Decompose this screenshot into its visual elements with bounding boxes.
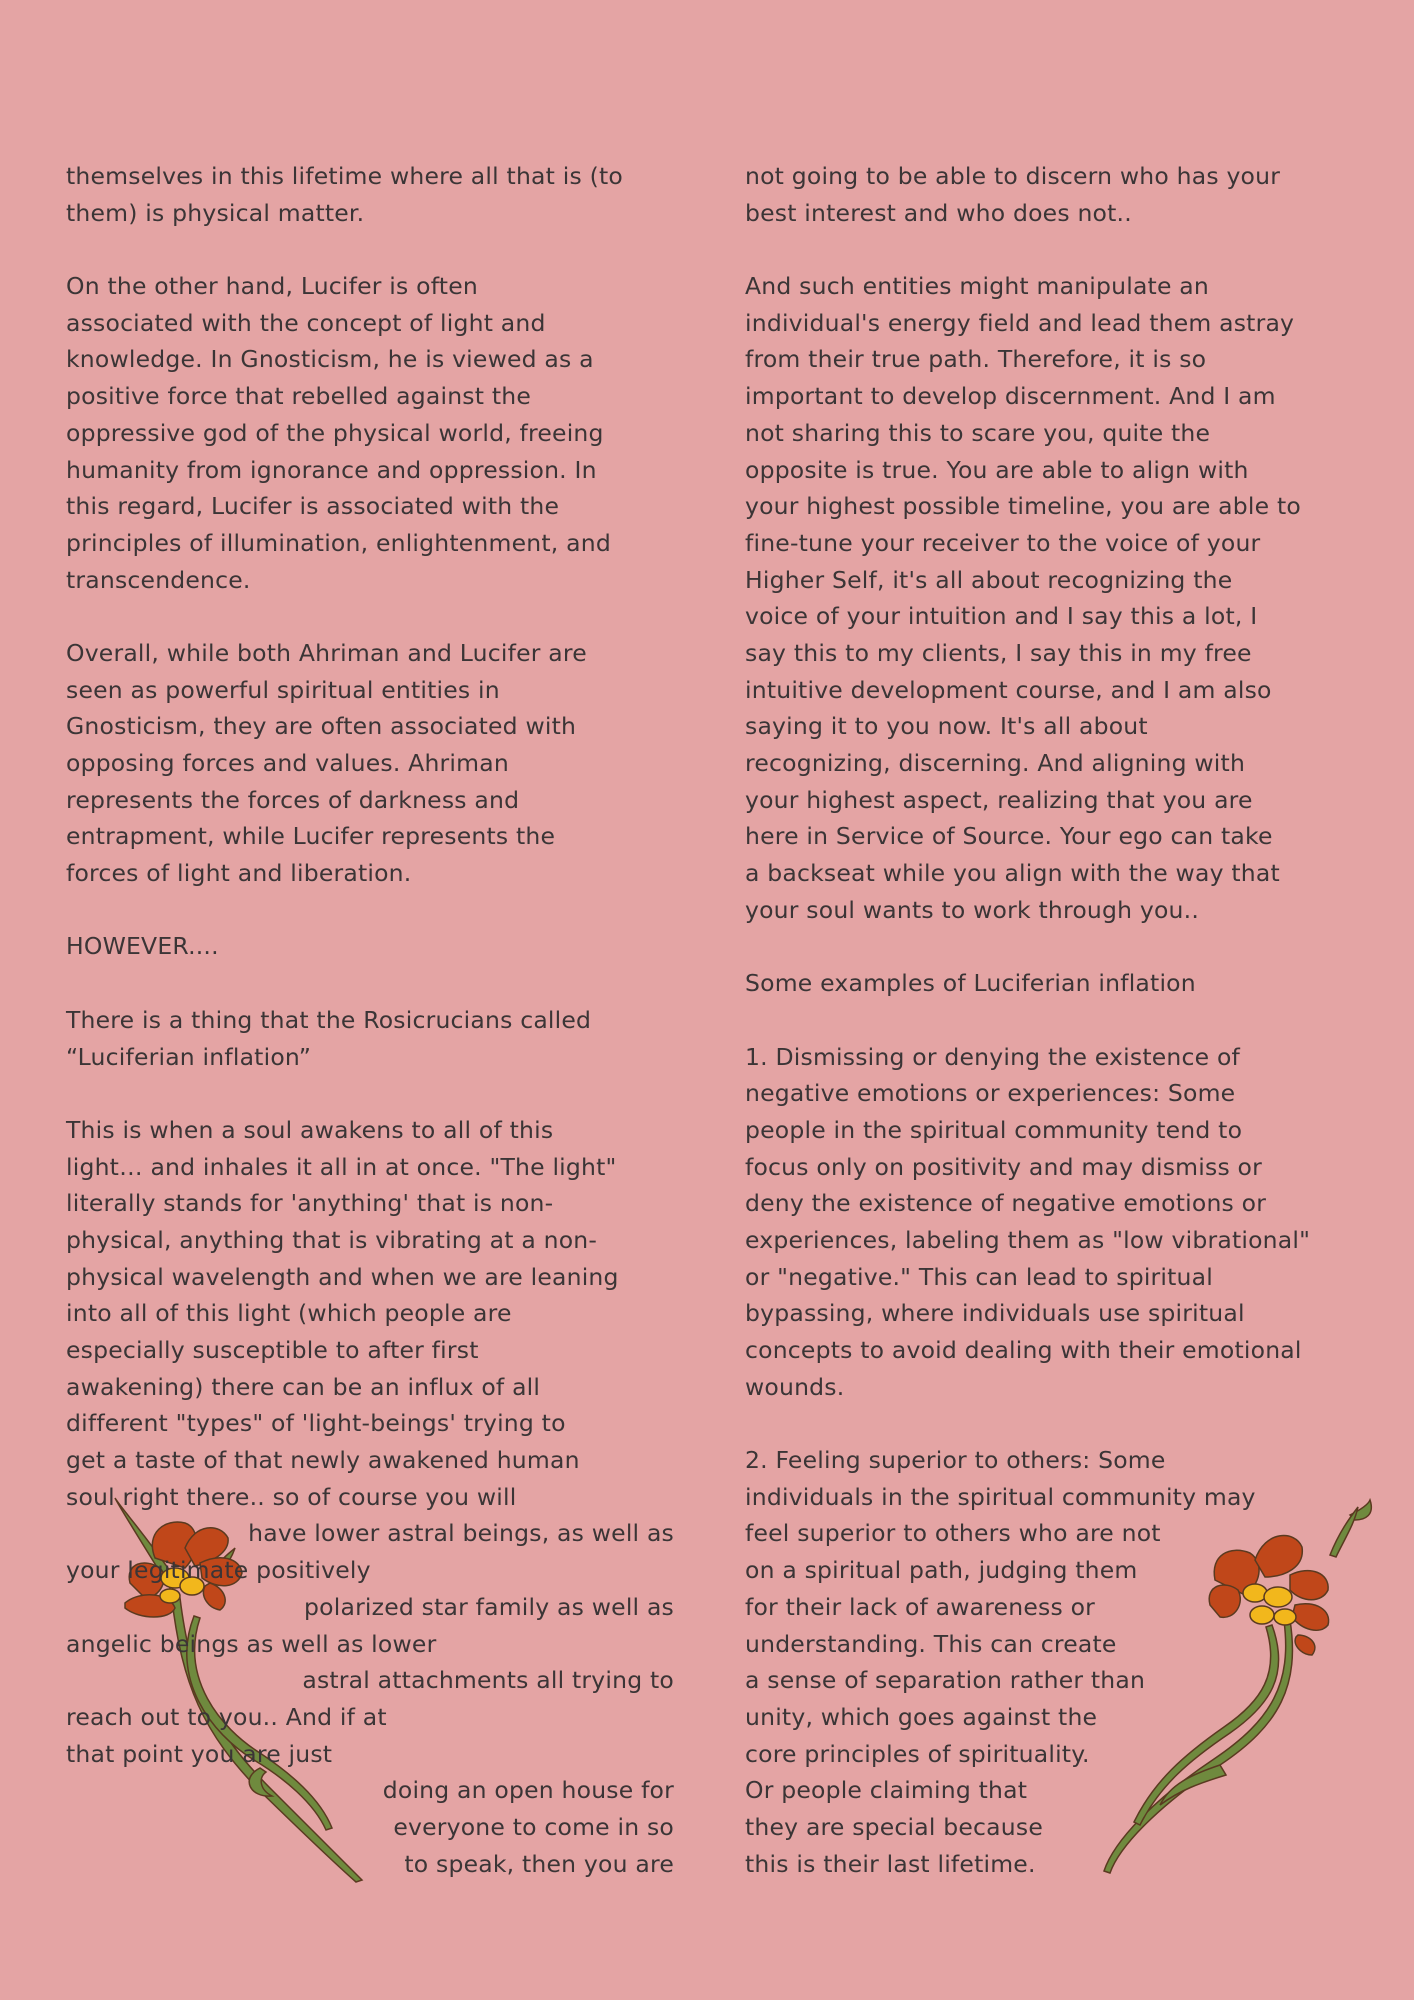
text-line: a sense of separation rather than <box>745 1666 1146 1695</box>
text-line: literally stands for 'anything' that is non- <box>66 1189 554 1218</box>
text-line: principles of illumination, enlightenment, and <box>66 528 611 557</box>
text-line: that point you are just <box>66 1739 333 1768</box>
text-line: fine-tune your receiver to the voice of your <box>745 528 1261 557</box>
paragraph-gap <box>745 1002 1360 1039</box>
text-line: astral attachments all trying to <box>302 1666 674 1695</box>
text-line: from their true path. Therefore, it is so <box>745 345 1207 374</box>
text-line: they are special because <box>745 1812 1043 1841</box>
text-line: best interest and who does not.. <box>745 198 1132 227</box>
text-line: on a spiritual path, judging them <box>745 1556 1138 1585</box>
text-line: deny the existence of negative emotions or <box>745 1189 1267 1218</box>
text-line: represents the forces of darkness and <box>66 785 520 814</box>
text-line: forces of light and liberation. <box>66 859 412 888</box>
text-line: oppressive god of the physical world, freeing <box>66 418 604 447</box>
text-line: different "types" of 'light-beings' trying to <box>66 1409 566 1438</box>
text-line: 2. Feeling superior to others: Some <box>745 1446 1166 1475</box>
text-line: physical wavelength and when we are leaning <box>66 1262 619 1291</box>
text-line: themselves in this lifetime where all that is (to <box>66 162 623 190</box>
text-line: your highest aspect, realizing that you are <box>745 785 1253 814</box>
text-line: wounds. <box>745 1372 845 1401</box>
text-line: opposing forces and values. Ahriman <box>66 749 509 777</box>
text-line: intuitive development course, and I am also <box>745 675 1272 704</box>
text-line: your highest possible timeline, you are able to <box>745 492 1301 521</box>
paragraph-gap <box>66 1075 674 1112</box>
text-line: polarized star family as well as <box>304 1592 674 1621</box>
text-line: here in Service of Source. Your ego can take <box>745 822 1273 851</box>
text-line: Or people claiming that <box>745 1776 1028 1805</box>
section-heading: Some examples of Luciferian inflation <box>745 969 1196 998</box>
text-line: not going to be able to discern who has your <box>745 162 1281 190</box>
text-line: negative emotions or experiences: Some <box>745 1079 1236 1108</box>
paragraph-gap <box>745 231 1360 268</box>
text-line: bypassing, where individuals use spiritual <box>745 1299 1245 1328</box>
text-line: core principles of spirituality. <box>745 1739 1090 1768</box>
text-line: Higher Self, it's all about recognizing the <box>745 565 1233 594</box>
text-line: for their lack of awareness or <box>745 1592 1096 1621</box>
text-line: saying it to you now. It's all about <box>745 712 1148 741</box>
text-line: voice of your intuition and I say this a lot, I <box>745 602 1258 631</box>
text-line: your soul wants to work through you.. <box>745 895 1199 924</box>
paragraph-gap <box>66 598 674 635</box>
text-line: awakening) there can be an influx of all <box>66 1372 541 1401</box>
text-line: positive force that rebelled against the <box>66 382 531 411</box>
text-line: doing an open house for <box>382 1776 674 1805</box>
text-line: concepts to avoid dealing with their emotional <box>745 1336 1302 1364</box>
text-line: this regard, Lucifer is associated with the <box>66 492 560 521</box>
text-line: entrapment, while Lucifer represents the <box>66 822 556 851</box>
text-line: into all of this light (which people are <box>66 1299 512 1328</box>
right-text-column <box>745 158 1360 1882</box>
section-heading: HOWEVER.... <box>66 932 219 961</box>
text-line: knowledge. In Gnosticism, he is viewed as a <box>66 345 594 374</box>
text-line: this is their last lifetime. <box>745 1849 1036 1878</box>
text-line: reach out to you.. And if at <box>66 1702 387 1731</box>
text-line: angelic beings as well as lower <box>66 1629 437 1658</box>
paragraph-gap <box>745 1405 1360 1442</box>
text-line: them) is physical matter. <box>66 198 365 227</box>
text-line: Gnosticism, they are often associated with <box>66 712 577 741</box>
text-line: understanding. This can create <box>745 1629 1117 1658</box>
text-line: say this to my clients, I say this in my free <box>745 638 1252 667</box>
text-line: important to develop discernment. And I am <box>745 382 1276 411</box>
paragraph-gap <box>66 892 674 929</box>
text-line: There is a thing that the Rosicrucians called <box>66 1005 592 1034</box>
text-line: humanity from ignorance and oppression. In <box>66 455 597 484</box>
text-line: not sharing this to scare you, quite the <box>745 418 1211 447</box>
text-line: On the other hand, Lucifer is often <box>66 272 478 301</box>
text-line: unity, which goes against the <box>745 1702 1098 1731</box>
text-line: everyone to come in so <box>393 1812 674 1841</box>
text-line: a backseat while you align with the way that <box>745 859 1280 888</box>
text-line: experiences, labeling them as "low vibrational" <box>745 1225 1311 1254</box>
text-line: get a taste of that newly awakened human <box>66 1446 580 1475</box>
text-line: Overall, while both Ahriman and Lucifer are <box>66 638 587 667</box>
text-line: individuals in the spiritual community may <box>745 1482 1256 1511</box>
text-line: seen as powerful spiritual entities in <box>66 675 500 704</box>
text-line: This is when a soul awakens to all of this <box>66 1115 554 1144</box>
text-line: have lower astral beings, as well as <box>248 1519 674 1548</box>
paragraph-gap <box>66 965 674 1002</box>
text-line: “Luciferian inflation” <box>66 1042 312 1071</box>
text-line: light… and inhales it all in at once. "The light" <box>66 1152 617 1181</box>
text-line: to speak, then you are <box>404 1849 674 1878</box>
text-line: physical, anything that is vibrating at a non- <box>66 1225 598 1254</box>
text-line: associated with the concept of light and <box>66 308 546 337</box>
text-line: people in the spiritual community tend to <box>745 1115 1243 1144</box>
text-line: focus only on positivity and may dismiss or <box>745 1152 1262 1181</box>
text-line: your legitimate positively <box>66 1556 371 1585</box>
left-text-column <box>66 158 674 1882</box>
text-line: transcendence. <box>66 565 251 594</box>
text-line: or "negative." This can lead to spiritual <box>745 1262 1213 1291</box>
paragraph-gap <box>745 928 1360 965</box>
text-line: especially susceptible to after first <box>66 1336 479 1364</box>
text-line: 1. Dismissing or denying the existence of <box>745 1042 1240 1071</box>
text-line: feel superior to others who are not <box>745 1519 1161 1548</box>
paragraph-gap <box>66 231 674 268</box>
text-line: opposite is true. You are able to align with <box>745 455 1249 484</box>
text-line: And such entities might manipulate an <box>745 272 1209 301</box>
text-line: soul right there.. so of course you will <box>66 1482 517 1511</box>
text-line: individual's energy field and lead them astray <box>745 308 1295 337</box>
text-line: recognizing, discerning. And aligning with <box>745 749 1246 777</box>
